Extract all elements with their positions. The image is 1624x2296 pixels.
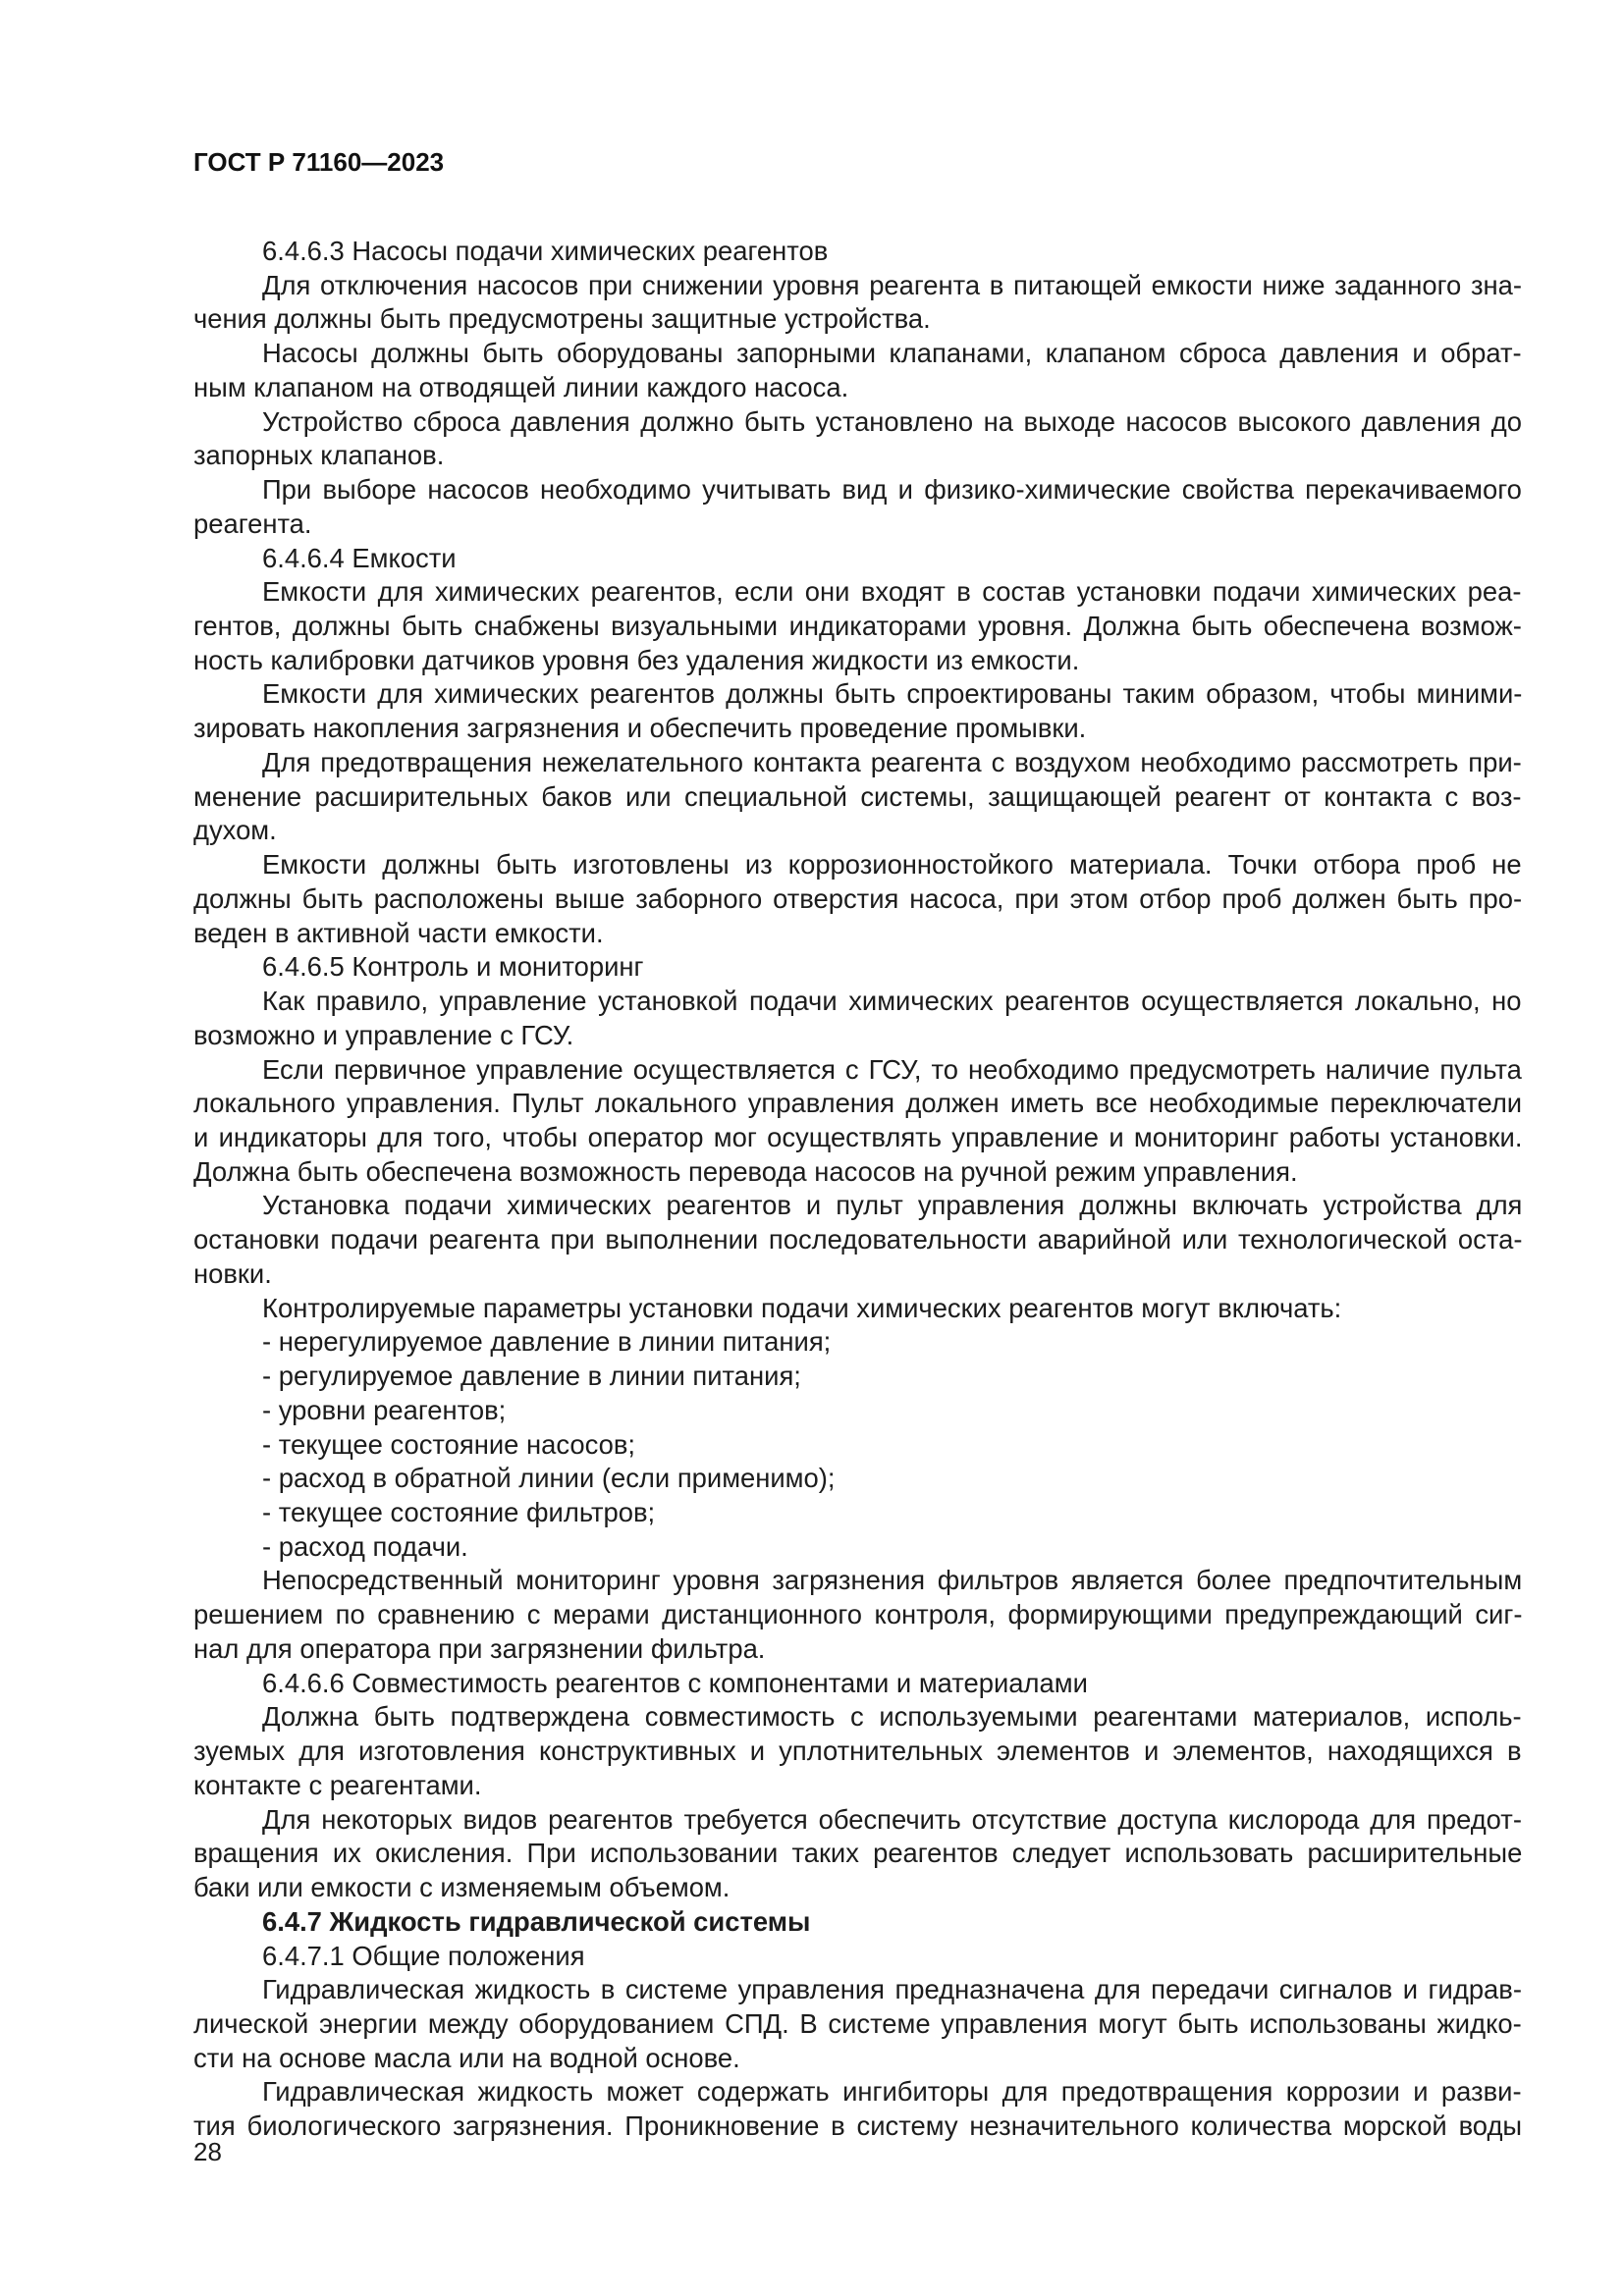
text-line: Емкости для химических реагентов, если они входят в состав установки подачи химических реа- bbox=[262, 576, 1522, 608]
text-line: новки. bbox=[193, 1257, 272, 1289]
text-line: При выборе насосов необходимо учитывать вид и физико-химические свойства перекачиваемого bbox=[262, 474, 1522, 506]
text-line: менение расширительных баков или специальной системы, защищающей реагент от контакта с воз- bbox=[193, 780, 1522, 812]
text-line: Как правило, управление установкой подачи химических реагентов осуществляется локально, но bbox=[262, 986, 1522, 1017]
text-line: Непосредственный мониторинг уровня загрязнения фильтров является более предпочтительным bbox=[262, 1565, 1522, 1596]
text-line: зировать накопления загрязнения и обеспечить проведение промывки. bbox=[193, 713, 1087, 744]
text-line: - регулируемое давление в линии питания; bbox=[262, 1361, 801, 1392]
text-line: Емкости для химических реагентов должны быть спроектированы таким образом, чтобы миними- bbox=[262, 678, 1522, 710]
text-line: Насосы должны быть оборудованы запорными клапанами, клапаном сброса давления и обрат- bbox=[262, 338, 1522, 369]
text-line: чения должны быть предусмотрены защитные устройства. bbox=[193, 303, 931, 335]
text-line: духом. bbox=[193, 815, 277, 846]
text-line: Установка подачи химических реагентов и пульт управления должны включать устройства для bbox=[262, 1190, 1522, 1221]
text-line: тия биологического загрязнения. Проникновение в систему незначительного количества морской воды bbox=[193, 2110, 1522, 2142]
text-line: Должна быть обеспечена возможность перевода насосов на ручной режим управления. bbox=[193, 1155, 1298, 1187]
text-line: сти на основе масла или на водной основе. bbox=[193, 2042, 740, 2073]
document-header: ГОСТ Р 71160—2023 bbox=[193, 147, 445, 177]
text-line: гентов, должны быть снабжены визуальными индикаторами уровня. Должна быть обеспечена возмож- bbox=[193, 611, 1522, 642]
text-line: контакте с реагентами. bbox=[193, 1769, 482, 1800]
text-line: Для некоторых видов реагентов требуется обеспечить отсутствие доступа кислорода для предот- bbox=[262, 1803, 1522, 1835]
text-line: Для отключения насосов при снижении уровня реагента в питающей емкости ниже заданного зна- bbox=[262, 269, 1522, 300]
text-line: локального управления. Пульт локального управления должен иметь все необходимые переключатели bbox=[193, 1088, 1522, 1119]
text-line: остановки подачи реагента при выполнении последовательности аварийной или технологической оста- bbox=[193, 1224, 1522, 1255]
text-line: возможно и управление с ГСУ. bbox=[193, 1019, 574, 1050]
text-line: нал для оператора при загрязнении фильтра. bbox=[193, 1632, 766, 1664]
text-line: Должна быть подтверждена совместимость с используемыми реагентами материалов, исполь- bbox=[262, 1701, 1522, 1733]
text-line: 6.4.6.6 Совместимость реагентов с компонентами и материалами bbox=[262, 1667, 1088, 1698]
text-line: решением по сравнению с мерами дистанционного контроля, формирующими предупреждающий сиг- bbox=[193, 1599, 1522, 1630]
text-line: 6.4.6.3 Насосы подачи химических реагентов bbox=[262, 236, 829, 266]
text-line: Контролируемые параметры установки подачи химических реагентов могут включать: bbox=[262, 1292, 1342, 1323]
text-line: Гидравлическая жидкость в системе управления предназначена для передачи сигналов и гидрав- bbox=[262, 1974, 1522, 2005]
text-line: должны быть расположены выше заборного отверстия насоса, при этом отбор проб должен быть про- bbox=[193, 882, 1522, 914]
text-line: Для предотвращения нежелательного контакта реагента с воздухом необходимо рассмотреть при- bbox=[262, 746, 1522, 777]
text-line: вращения их окисления. При использовании таких реагентов следует использовать расширительные bbox=[193, 1838, 1522, 1869]
text-line: 6.4.6.4 Емкости bbox=[262, 542, 457, 573]
text-line: - уровни реагентов; bbox=[262, 1394, 507, 1425]
text-line: Емкости должны быть изготовлены из коррозионностойкого материала. Точки отбора проб не bbox=[262, 849, 1522, 881]
text-line: и индикаторы для того, чтобы оператор мог осуществлять управление и мониторинг работы установки. bbox=[193, 1121, 1522, 1152]
text-line: - текущее состояние насосов; bbox=[262, 1428, 635, 1460]
text-line: - текущее состояние фильтров; bbox=[262, 1497, 656, 1527]
text-line: запорных клапанов. bbox=[193, 440, 445, 471]
page-number: 28 bbox=[193, 2137, 222, 2166]
text-line: 6.4.7 Жидкость гидравлической системы bbox=[262, 1905, 811, 1937]
text-line: Если первичное управление осуществляется с ГСУ, то необходимо предусмотреть наличие пульта bbox=[262, 1053, 1522, 1085]
text-line: Устройство сброса давления должно быть установлено на выходе насосов высокого давления до bbox=[262, 405, 1522, 437]
text-line: ным клапаном на отводящей линии каждого насоса. bbox=[193, 371, 849, 402]
text-line: зуемых для изготовления конструктивных и уплотнительных элементов и элементов, находящихся в bbox=[193, 1735, 1522, 1767]
text-line: 6.4.6.5 Контроль и мониторинг bbox=[262, 951, 644, 983]
text-line: веден в активной части емкости. bbox=[193, 917, 604, 948]
text-line: - расход в обратной линии (если применимо); bbox=[262, 1463, 836, 1494]
text-line: баки или емкости с изменяемым объемом. bbox=[193, 1872, 731, 1903]
text-line: - нерегулируемое давление в линии питания; bbox=[262, 1326, 832, 1358]
text-line: 6.4.7.1 Общие положения bbox=[262, 1940, 585, 1971]
text-line: лической энергии между оборудованием СПД. В системе управления могут быть использованы жидко- bbox=[193, 2007, 1522, 2039]
text-line: - расход подачи. bbox=[262, 1530, 468, 1562]
text-line: Гидравлическая жидкость может содержать ингибиторы для предотвращения коррозии и разви- bbox=[262, 2076, 1522, 2108]
text-line: реагента. bbox=[193, 507, 312, 539]
text-line: ность калибровки датчиков уровня без удаления жидкости из емкости. bbox=[193, 644, 1080, 675]
